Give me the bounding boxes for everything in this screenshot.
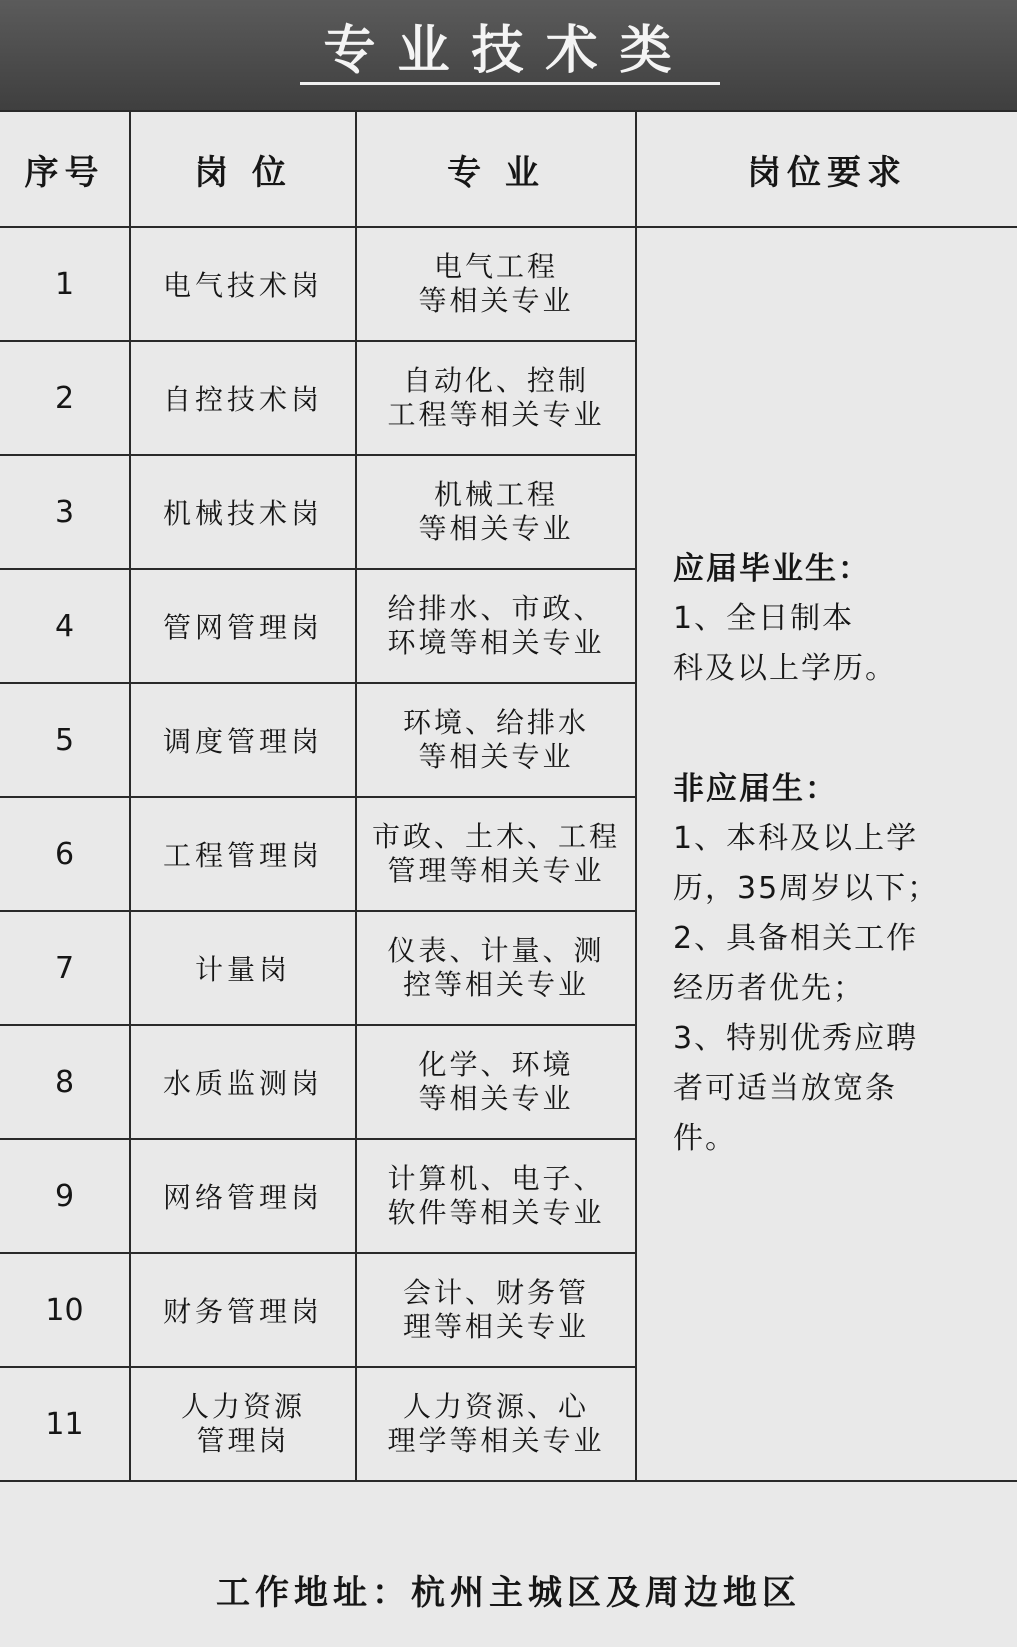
row-position: 电气技术岗: [130, 227, 356, 341]
requirement-line: 1、全日制本: [673, 601, 855, 636]
requirement-line: 3、特别优秀应聘: [673, 1021, 919, 1056]
row-number: 9: [0, 1139, 130, 1253]
row-major: 市政、土木、工程 管理等相关专业: [356, 797, 636, 911]
header-number: 序号: [0, 111, 130, 227]
row-major: 环境、给排水 等相关专业: [356, 683, 636, 797]
requirement-line: 者可适当放宽条: [673, 1071, 897, 1106]
row-number: 7: [0, 911, 130, 1025]
row-number: 1: [0, 227, 130, 341]
row-major: 仪表、计量、测 控等相关专业: [356, 911, 636, 1025]
row-major: 电气工程 等相关专业: [356, 227, 636, 341]
non-fresh-graduate-heading: 非应届生：: [673, 771, 838, 807]
title-underline: [300, 82, 720, 85]
row-position: 人力资源 管理岗: [130, 1367, 356, 1481]
requirement-line: 1、本科及以上学: [673, 821, 919, 856]
row-number: 11: [0, 1367, 130, 1481]
table-row: [0, 227, 1017, 341]
row-number: 6: [0, 797, 130, 911]
row-major: 自动化、控制 工程等相关专业: [356, 341, 636, 455]
row-position: 计量岗: [130, 911, 356, 1025]
requirement-line: 经历者优先；: [673, 971, 865, 1006]
row-position: 水质监测岗: [130, 1025, 356, 1139]
row-major: 机械工程 等相关专业: [356, 455, 636, 569]
row-number: 3: [0, 455, 130, 569]
header-requirements: 岗位要求: [636, 111, 1017, 227]
row-number: 4: [0, 569, 130, 683]
positions-table: [0, 110, 1017, 1482]
row-position: 管网管理岗: [130, 569, 356, 683]
row-position: 财务管理岗: [130, 1253, 356, 1367]
requirement-line: 2、具备相关工作: [673, 921, 919, 956]
row-position: 机械技术岗: [130, 455, 356, 569]
row-major: 计算机、电子、 软件等相关专业: [356, 1139, 636, 1253]
row-position: 工程管理岗: [130, 797, 356, 911]
requirement-line: 历，35周岁以下；: [673, 871, 940, 906]
table-header-row: [0, 111, 1017, 227]
row-major: 人力资源、心 理学等相关专业: [356, 1367, 636, 1481]
title-banner: [0, 0, 1017, 110]
spacer: [673, 694, 1007, 764]
header-major: 专 业: [356, 111, 636, 227]
row-number: 10: [0, 1253, 130, 1367]
row-major: 给排水、市政、 环境等相关专业: [356, 569, 636, 683]
row-number: 8: [0, 1025, 130, 1139]
page-title: 专业技术类: [323, 20, 694, 81]
row-number: 5: [0, 683, 130, 797]
row-position: 网络管理岗: [130, 1139, 356, 1253]
row-position: 自控技术岗: [130, 341, 356, 455]
requirements-cell: [636, 227, 1017, 1481]
row-major: 会计、财务管 理等相关专业: [356, 1253, 636, 1367]
row-number: 2: [0, 341, 130, 455]
row-position: 调度管理岗: [130, 683, 356, 797]
fresh-graduate-heading: 应届毕业生：: [673, 551, 871, 587]
header-position: 岗 位: [130, 111, 356, 227]
work-address: 工作地址：杭州主城区及周边地区: [216, 1573, 801, 1613]
row-major: 化学、环境 等相关专业: [356, 1025, 636, 1139]
requirement-line: 科及以上学历。: [673, 651, 897, 686]
requirement-line: 件。: [673, 1121, 737, 1156]
